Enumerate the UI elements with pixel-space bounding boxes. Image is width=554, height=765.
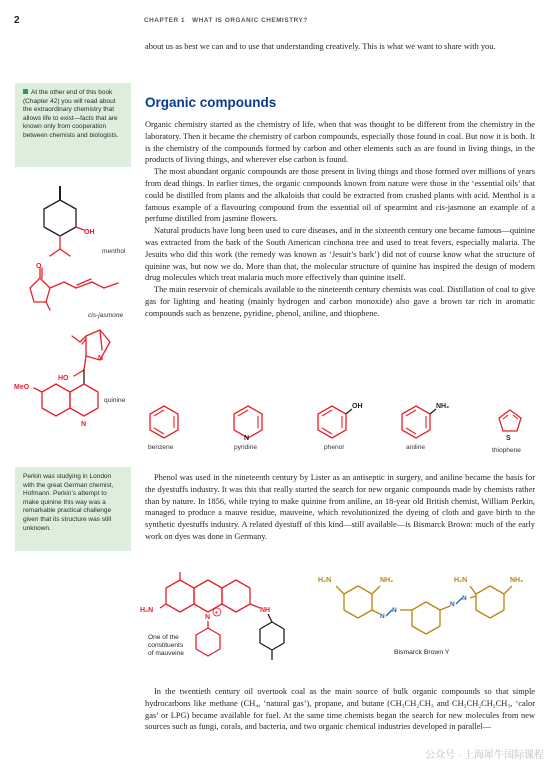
benzene-structure bbox=[148, 406, 178, 451]
menthol-caption: menthol bbox=[102, 248, 126, 255]
bismarck-nh2-label: NH₂ bbox=[510, 577, 524, 584]
margin-note-text: At the other end of this book (Chapter 42) you will read about the extraordinary chemistry that allows life to exist—facts that are known only from cooperation between chemists and biologists. bbox=[23, 89, 119, 139]
intro-paragraph: about us as best we can and to use that understanding creatively. This is what we want to share with you. bbox=[145, 42, 496, 51]
thiophene-caption: thiophene bbox=[492, 447, 521, 454]
jasmone-o-label: O bbox=[36, 263, 42, 270]
cis-jasmone-caption: cis-jasmone bbox=[88, 312, 124, 319]
aniline-caption: aniline bbox=[406, 444, 426, 451]
azo-n-label: N bbox=[450, 601, 455, 608]
pyridine-caption: pyridine bbox=[234, 444, 258, 451]
watermark: 公众号 · 上海犀牛国际课程 bbox=[425, 750, 544, 761]
margin-note-chapter42 bbox=[15, 83, 131, 167]
quinine-caption: quinine bbox=[104, 397, 126, 404]
quinine-meo-label: MeO bbox=[14, 384, 30, 391]
chapter-label: CHAPTER 1 bbox=[144, 17, 186, 24]
page-number: 2 bbox=[14, 15, 20, 26]
mauveine-structure bbox=[140, 572, 284, 660]
azo-n-label: N bbox=[392, 607, 397, 614]
mauveine-caption-line: One of the bbox=[148, 634, 179, 641]
thiophene-s-label: S bbox=[506, 435, 511, 442]
azo-n-label: N bbox=[462, 595, 467, 602]
phenol-structure bbox=[318, 403, 363, 451]
natural-products-structures bbox=[0, 170, 140, 450]
bismarck-h2n-label: H₂N bbox=[454, 577, 468, 584]
pyridine-n-label: N bbox=[244, 435, 250, 442]
phenol-caption: phenol bbox=[324, 444, 344, 451]
body-block-1 bbox=[145, 119, 535, 320]
coal-tar-compounds bbox=[140, 396, 545, 456]
thiophene-structure bbox=[492, 410, 521, 454]
body-paragraph: Organic chemistry started as the chemistry of life, when that was thought to be different from the chemistry in the laboratory. Then it became the chemistry of carbon compounds, especially those found in coal. But now it is both. It is the chemistry of the compounds formed by carbon and other elements such as are found in living things, in the products of living things, and wherever else carbon is found. bbox=[145, 120, 535, 165]
quinine-n-ring-label: N bbox=[81, 421, 87, 428]
cis-jasmone-structure bbox=[30, 263, 124, 319]
pyridine-structure bbox=[234, 406, 262, 451]
note-marker-icon bbox=[23, 89, 28, 94]
phenol-oh-label: OH bbox=[352, 403, 363, 410]
quinine-ho-label: HO bbox=[58, 375, 69, 382]
bismarck-brown-structure bbox=[318, 577, 523, 656]
bismarck-caption: Bismarck Brown Y bbox=[394, 649, 450, 656]
intro-text bbox=[145, 41, 535, 53]
aniline-structure bbox=[402, 403, 449, 451]
mauveine-h2n-label: H₂N bbox=[140, 607, 154, 614]
body-paragraph: The most abundant organic compounds are those present in living things and those formed over millions of years from dead things. In earlier times, the organic compounds known from nature were those in the ‘essential oils’ that could be distilled from plants and the alkaloids that could be extracted from crushed plants with acid. Menthol is a famous example of a flavouring compound from the essential oil of spearmint and cis-jasmone an example of a perfume distilled from jasmine flowers. bbox=[145, 167, 535, 224]
azo-n-label: N bbox=[380, 613, 385, 620]
benzene-caption: benzene bbox=[148, 444, 174, 451]
mauveine-plus-charge: + bbox=[214, 610, 219, 617]
section-heading: Organic compounds bbox=[145, 95, 277, 110]
quinine-structure bbox=[14, 330, 126, 428]
menthol-oh-label: OH bbox=[84, 229, 95, 236]
mauveine-caption-line: of mauveine bbox=[148, 650, 184, 657]
body-paragraph: Natural products have long been used to cure diseases, and in the sixteenth century one became famous—quinine was extracted from the bark of the South American cinchona tree and used to treat fevers, especially malaria. The Jesuits who did this work (the remedy was known as ‘Jesuit’s bark’) did not of course know what the structure of quinine was, but now we do. More than that, the molecular structure of quinine has inspired the design of modern drug molecules which treat malaria much more effectively than quinine itself. bbox=[145, 226, 535, 283]
body-block-2 bbox=[145, 472, 535, 543]
margin-note-perkin bbox=[15, 467, 131, 551]
body-paragraph: In the twentieth century oil overtook coal as the main source of bulk organic compounds so that simple hydrocarbons like methane (CH₄, ‘natural gas’), propane, and butane (CH₃CH₂CH₃ and CH₃CH₂CH₂CH₃, ‘calor gas’ or LPG) became available for fuel. At the same time chemists began the search for new molecules from new sources such as fungi, corals, and bacteria, and two organic chemical industries developed in parallel— bbox=[145, 687, 535, 732]
chapter-title: WHAT IS ORGANIC CHEMISTRY? bbox=[192, 17, 308, 24]
quinine-n-bridge-label: N bbox=[98, 355, 104, 362]
aniline-nh2-label: NH₂ bbox=[436, 403, 450, 410]
bismarck-h2n-label: H₂N bbox=[318, 577, 332, 584]
bismarck-nh2-label: NH₂ bbox=[380, 577, 394, 584]
menthol-structure bbox=[44, 186, 126, 256]
body-block-3 bbox=[145, 686, 535, 733]
body-paragraph: Phenol was used in the nineteenth century by Lister as an antiseptic in surgery, and aniline became the basis for the dyestuffs industry. It was this that really started the search for new organic compounds made by chemists rather than by nature. In 1856, while trying to make quinine from aniline, an 18-year old British chemist, William Perkin, managed to produce a mauve residue, mauveine, which revolutionized the dyeing of cloth and gave birth to the synthetic dyestuffs industry. A related dyestuff of this kind—still available—is Bismarck Brown: much of the early work on dyes was done in Germany. bbox=[145, 473, 535, 541]
mauveine-nh-label: NH bbox=[260, 607, 271, 614]
body-paragraph: The main reservoir of chemicals available to the nineteenth century chemists was coal. Distillation of coal to give gas for lighting and heating (mainly hydrogen and carbon monoxide) also gave a brown tar rich in aromatic compounds such as benzene, pyridine, phenol, aniline, and thiophene. bbox=[145, 285, 535, 318]
running-head bbox=[144, 17, 308, 24]
margin-note-text: Perkin was studying in London with the great German chemist, Hofmann. Perkin’s attempt to make quinine this way was a remarkable practical challenge given that its structure was still unknown. bbox=[23, 473, 114, 532]
dye-structures bbox=[140, 566, 545, 676]
mauveine-caption-line: constituents bbox=[148, 642, 184, 649]
mauveine-n-label: N bbox=[205, 614, 211, 621]
